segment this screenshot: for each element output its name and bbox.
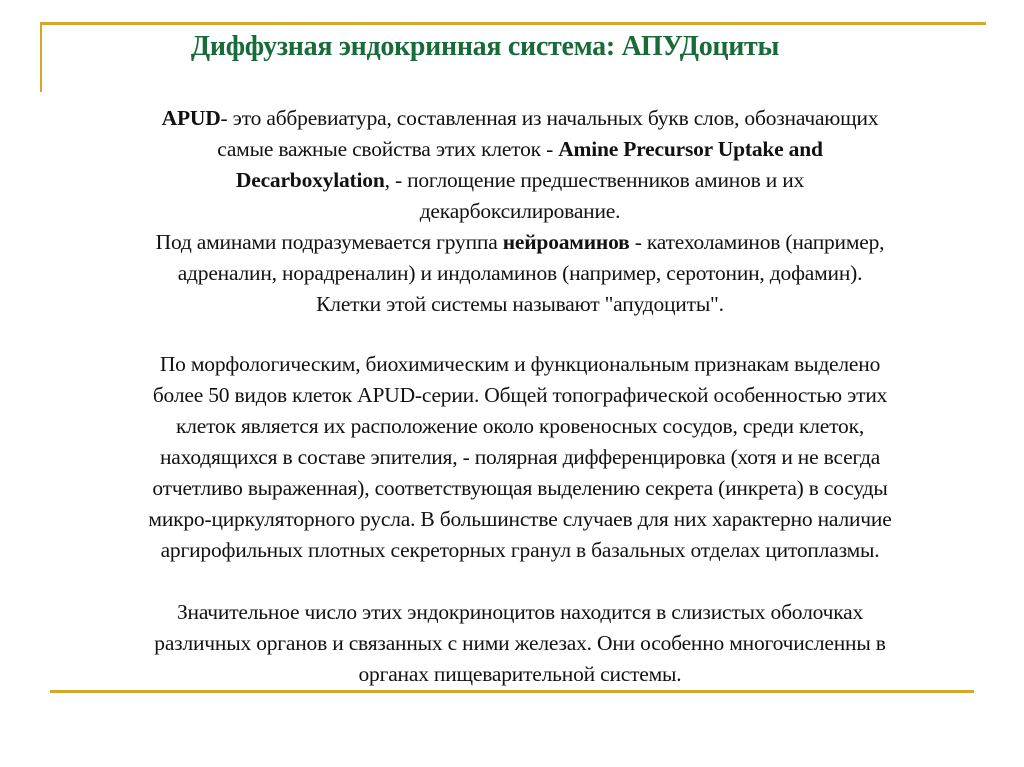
text: - катехоламинов (например, (629, 230, 885, 254)
bold-term: Decarboxylation (235, 168, 385, 192)
text-line (0, 229, 1024, 255)
text: - это аббревиатура, составленная из начальных букв слов, обозначающих (220, 106, 879, 130)
bold-term: нейроаминов (502, 230, 630, 254)
text-line: аргирофильных плотных секреторных гранул в базальных отделах цитоплазмы. (160, 538, 880, 562)
text-line: находящихся в составе эпителия, - полярная дифференцировка (хотя и не всегда (159, 445, 881, 469)
text-line: более 50 видов клеток APUD-серии. Общей топографической особенностью этих (152, 383, 888, 407)
text: самые важные свойства этих клеток - (217, 137, 559, 161)
text: , - поглощение предшественников аминов и их (384, 168, 805, 192)
text-line: клеток является их расположение около кровеносных сосудов, среди клеток, (175, 414, 864, 438)
text-line: отчетливо выраженная), соответствующая выделению секрета (инкрета) в сосуды (152, 476, 888, 500)
bold-term: Amine Precursor Uptake and (558, 137, 823, 161)
text: Под аминами подразумевается группа (155, 230, 503, 254)
text-line: Клетки этой системы называют "апудоциты". (316, 292, 724, 316)
text-line: органах пищеварительной системы. (358, 662, 682, 686)
slide-title: Диффузная эндокринная система: АПУДоциты (190, 31, 780, 62)
text-line: различных органов и связанных с ними железах. Они особенно многочисленны в (154, 631, 886, 655)
text-line (0, 105, 1024, 131)
text-line: микро-циркуляторного русла. В большинстве случаев для них характерно наличие (148, 507, 892, 531)
text-line: Значительное число этих эндокриноцитов находится в слизистых оболочках (176, 600, 864, 624)
text-line: адреналин, норадреналин) и индоламинов (например, серотонин, дофамин). (177, 261, 863, 285)
bold-term: APUD (161, 106, 221, 130)
top-divider (40, 22, 986, 25)
text-line (0, 136, 1024, 162)
text-line: декарбоксилирование. (419, 199, 621, 223)
text-line (0, 167, 1024, 193)
text-line: По морфологическим, биохимическим и функциональным признакам выделено (159, 352, 881, 376)
bottom-divider (50, 690, 974, 693)
